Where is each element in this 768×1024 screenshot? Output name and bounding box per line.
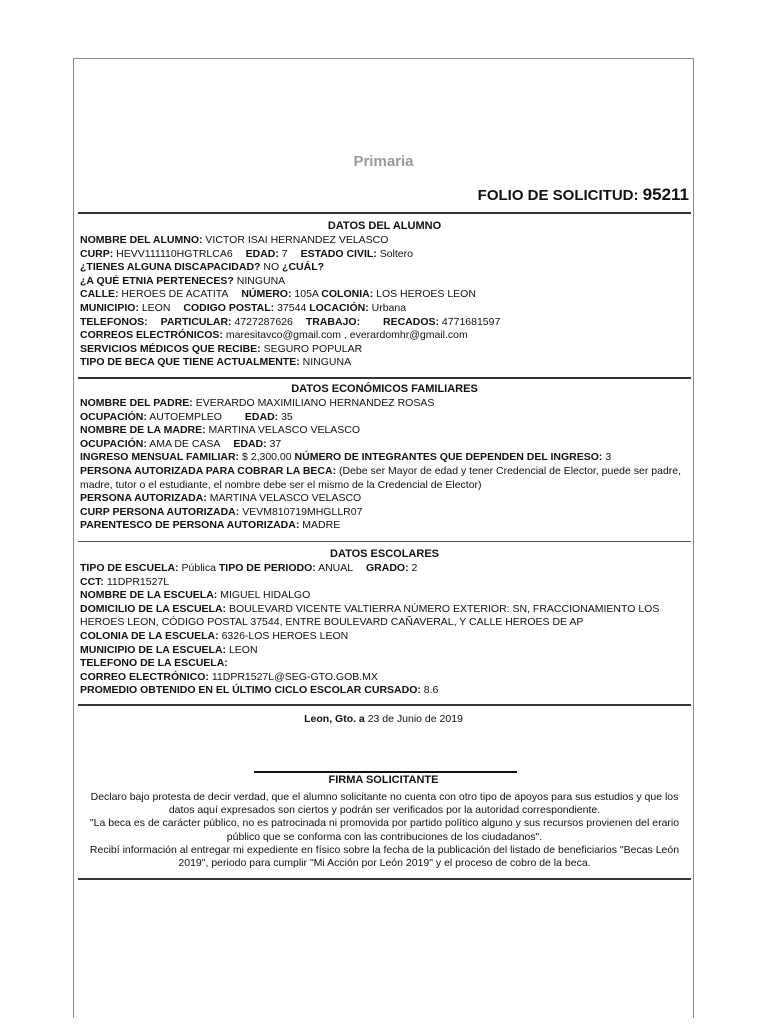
father-name-row — [80, 397, 689, 411]
divider — [78, 541, 691, 542]
mother-occupation-row — [80, 438, 689, 452]
declaration-paragraph-1: Declaro bajo protesta de decir verdad, que el alumno solicitante no cuenta con otro tipo de apoyos para sus estudios y que los datos aquí expresados son ciertos y podrán ser verificados por la autoridad correspondiente. — [90, 791, 679, 817]
age-value: 7 — [281, 247, 288, 260]
school-email-label: CORREO ELECTRÓNICO: — [80, 670, 209, 683]
father-name-label: NOMBRE DEL PADRE: — [80, 397, 193, 409]
mother-age-label: EDAD: — [233, 437, 267, 450]
messages-phone-value: 4771681597 — [441, 315, 501, 328]
income-label: INGRESO MENSUAL FAMILIAR: — [80, 451, 240, 464]
date-value: 23 de Junio de 2019 — [367, 713, 463, 725]
grade-value: 2 — [411, 562, 418, 574]
dependents-label: NÚMERO DE INTEGRANTES QUE DEPENDEN DEL INGRESO: — [294, 451, 603, 464]
ethnicity-label: ¿A QUÉ ETNIA PERTENECES? — [80, 274, 234, 287]
school-phone-label: TELEFONO DE LA ESCUELA: — [80, 657, 228, 670]
average-row — [80, 684, 689, 698]
income-row — [80, 451, 689, 465]
student-section-title: DATOS DEL ALUMNO — [327, 220, 442, 232]
location-label: LOCACIÓN: — [309, 301, 369, 314]
postal-code-value: 37544 — [277, 301, 307, 314]
signature-line — [254, 771, 517, 773]
school-email: 11DPR1527L@SEG-GTO.GOB.MX — [211, 670, 378, 683]
home-phone-value: 4727287626 — [234, 315, 293, 328]
age-label: EDAD: — [245, 247, 279, 260]
dependents-value: 3 — [605, 451, 612, 464]
folio-number: 95211 — [642, 185, 689, 204]
divider — [78, 878, 691, 880]
economic-section-title: DATOS ECONÓMICOS FAMILIARES — [291, 383, 478, 395]
authorized-person-label: PERSONA AUTORIZADA: — [80, 492, 207, 505]
student-section — [80, 219, 689, 370]
school-name-row — [80, 589, 689, 603]
divider — [78, 704, 691, 706]
mother-occupation: AMA DE CASA — [149, 437, 221, 450]
current-scholarship-label: TIPO DE BECA QUE TIENE ACTUALMENTE: — [80, 356, 300, 369]
school-type-row — [80, 562, 689, 576]
phones-label: TELEFONOS: — [80, 315, 148, 328]
street-value: HEROES DE ACATITA — [121, 288, 229, 301]
number-label: NÚMERO: — [241, 288, 292, 301]
disability-row — [80, 261, 689, 275]
school-neighborhood-label: COLONIA DE LA ESCUELA: — [80, 629, 219, 642]
mother-name-row — [80, 424, 689, 438]
authorized-person: MARTINA VELASCO VELASCO — [209, 492, 362, 505]
place-label: Leon, Gto. a — [304, 713, 365, 725]
authorized-curp-row — [80, 506, 689, 520]
father-age-label: EDAD: — [244, 410, 279, 423]
postal-code-label: CODIGO POSTAL: — [183, 301, 275, 314]
school-phone-row — [80, 657, 689, 671]
period-type-label: TIPO DE PERIODO: — [218, 562, 316, 574]
school-section-title: DATOS ESCOLARES — [330, 548, 439, 560]
mother-name-label: NOMBRE DE LA MADRE: — [80, 424, 206, 437]
municipality-label: MUNICIPIO: — [80, 301, 139, 314]
average-label: PROMEDIO OBTENIDO EN EL ÚLTIMO CICLO ESCOLAR CURSADO: — [80, 684, 421, 697]
emails-label: CORREOS ELECTRÓNICOS: — [80, 329, 223, 342]
medical-services-row — [80, 343, 689, 357]
authorized-curp: VEVM810719MHGLLR07 — [242, 505, 363, 518]
school-level-title: Primaria — [353, 153, 414, 170]
authorized-collector-row — [80, 465, 689, 492]
father-occupation: AUTOEMPLEO — [149, 410, 222, 423]
cct-value: 11DPR1527L — [106, 575, 170, 588]
declaration-paragraph-2: "La beca es de carácter público, no es patrocinada ni promovida por partido político alguno y sus recursos provienen del erario público que se conforma con las contribuciones de los ciudadanos". — [89, 817, 680, 843]
student-name: VICTOR ISAI HERNANDEZ VELASCO — [205, 234, 389, 246]
current-scholarship-value: NINGUNA — [302, 356, 352, 369]
neighborhood-value: LOS HEROES LEON — [376, 288, 476, 301]
cct-row — [80, 576, 689, 590]
school-neighborhood: 6326-LOS HEROES LEON — [221, 629, 349, 642]
school-address-row — [80, 603, 689, 630]
average-value: 8.6 — [423, 684, 439, 697]
email-1: maresitavco@gmail.com — [225, 329, 341, 342]
curp-row — [80, 248, 689, 262]
curp-label: CURP: — [80, 247, 114, 260]
grade-label: GRADO: — [366, 562, 409, 574]
folio-label: FOLIO DE SOLICITUD: — [477, 187, 639, 204]
home-phone-label: PARTICULAR: — [160, 315, 232, 328]
relationship-row — [80, 519, 689, 533]
emails-row — [80, 329, 689, 343]
location-value: Urbana — [371, 301, 407, 314]
declaration-paragraph-3: Recibí información al entregar mi expediente en físico sobre la fecha de la publicación del listado de beneficiarios "Becas León 2019", periodo para cumplir "Mi Acción por León 2019" y el proceso de cobro de la beca. — [89, 843, 680, 870]
disability-value: NO — [263, 261, 280, 274]
mother-occupation-label: OCUPACIÓN: — [80, 437, 147, 450]
authorized-curp-label: CURP PERSONA AUTORIZADA: — [80, 505, 240, 518]
neighborhood-label: COLONIA: — [321, 288, 374, 301]
school-address: BOULEVARD VICENTE VALTIERRA NÚMERO EXTERIOR: SN, FRACCIONAMIENTO LOS HEROES LEON, CÓDIGO POSTAL 37544, ENTRE BOULEVARD CAÑAVERAL, Y CALLE HEROES DE AP — [80, 602, 660, 629]
period-type: ANUAL — [318, 562, 354, 574]
divider — [78, 377, 691, 379]
folio-heading — [478, 185, 689, 205]
student-name-row — [80, 234, 689, 248]
father-occupation-row — [80, 411, 689, 425]
place-date — [74, 713, 693, 725]
school-name-label: NOMBRE DE LA ESCUELA: — [80, 589, 218, 602]
messages-phone-label: RECADOS: — [382, 315, 439, 328]
ethnicity-value: NINGUNA — [236, 274, 286, 287]
current-scholarship-row — [80, 356, 689, 370]
school-type: Pública — [181, 562, 216, 574]
civil-status-label: ESTADO CIVIL: — [300, 247, 377, 260]
authorized-person-row — [80, 492, 689, 506]
school-neighborhood-row — [80, 630, 689, 644]
street-row — [80, 288, 689, 302]
authorized-collector-label: PERSONA AUTORIZADA PARA COBRAR LA BECA: — [80, 464, 337, 477]
number-value: 105A — [294, 288, 319, 301]
cct-label: CCT: — [80, 575, 104, 588]
disability-label: ¿TIENES ALGUNA DISCAPACIDAD? — [80, 261, 261, 274]
email-separator: , — [343, 329, 347, 342]
municipality-row — [80, 302, 689, 316]
school-address-label: DOMICILIO DE LA ESCUELA: — [80, 602, 227, 615]
mother-age: 37 — [269, 437, 282, 450]
authorized-collector-note: (Debe ser Mayor de edad y tener Credencial de Elector, puede ser padre, madre, tutor o el estudiante, el nombre debe ser el mismo de la Credencial de Elector) — [80, 464, 682, 491]
municipality-value: LEON — [141, 301, 171, 314]
school-email-row — [80, 671, 689, 685]
medical-services-value: SEGURO POPULAR — [263, 342, 363, 355]
phones-row — [80, 316, 689, 330]
school-name: MIGUEL HIDALGO — [220, 589, 311, 602]
school-municipality-row — [80, 644, 689, 658]
street-label: CALLE: — [80, 288, 119, 301]
economic-section — [80, 382, 689, 533]
ethnicity-row — [80, 275, 689, 289]
declaration — [80, 791, 689, 870]
civil-status-value: Soltero — [379, 247, 413, 260]
father-name: EVERARDO MAXIMILIANO HERNANDEZ ROSAS — [195, 397, 435, 409]
mother-name: MARTINA VELASCO VELASCO — [208, 424, 361, 437]
relationship-label: PARENTESCO DE PERSONA AUTORIZADA: — [80, 519, 300, 532]
medical-services-label: SERVICIOS MÉDICOS QUE RECIBE: — [80, 342, 261, 355]
father-age: 35 — [281, 410, 293, 423]
student-name-label: NOMBRE DEL ALUMNO: — [80, 234, 203, 246]
relationship-value: MADRE — [302, 519, 341, 532]
father-occupation-label: OCUPACIÓN: — [80, 410, 147, 423]
which-label: ¿CUÁL? — [282, 261, 325, 274]
school-municipality: LEON — [228, 643, 258, 656]
email-2: everardomhr@gmail.com — [349, 329, 468, 342]
school-municipality-label: MUNICIPIO DE LA ESCUELA: — [80, 643, 227, 656]
school-section — [80, 547, 689, 698]
divider — [78, 212, 691, 214]
curp-value: HEVV111110HGTRLCA6 — [116, 247, 233, 260]
school-type-label: TIPO DE ESCUELA: — [80, 562, 179, 574]
signature-label: FIRMA SOLICITANTE — [328, 774, 439, 786]
application-form — [73, 58, 694, 1018]
work-phone-label: TRABAJO: — [305, 315, 361, 328]
income-value: $ 2,300.00 — [241, 451, 292, 464]
